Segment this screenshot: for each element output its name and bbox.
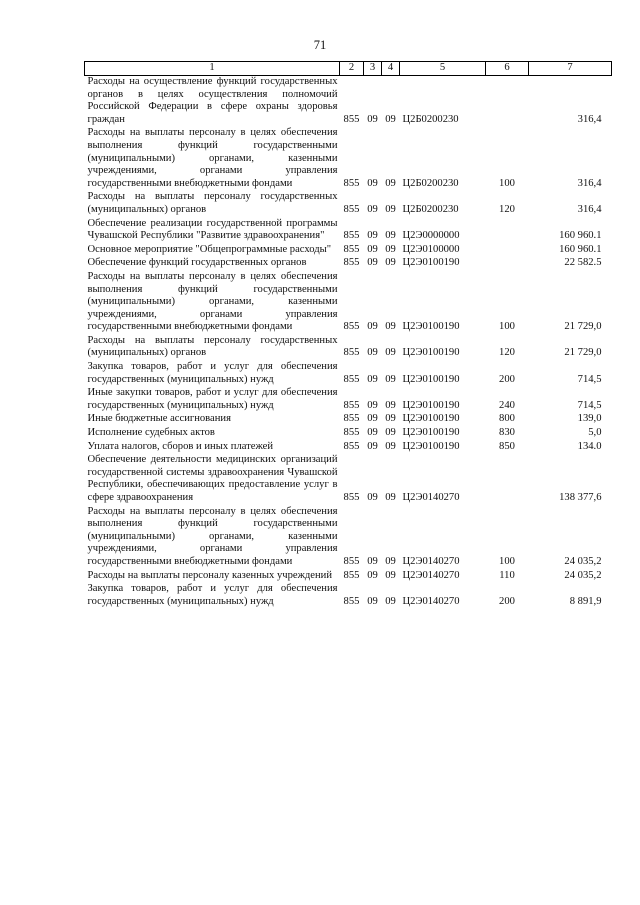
cell-subsection: 09 <box>385 230 396 242</box>
cell-amount: 138 377,6 <box>559 492 602 503</box>
cell-expense-type: 200 <box>499 373 515 385</box>
cell-ministry: 855 <box>343 440 360 452</box>
cell-amount: 8 891,9 <box>569 595 602 607</box>
cell-target-article: Ц2Э0100190 <box>402 413 460 425</box>
cell-expense-type: 200 <box>499 595 515 607</box>
cell-section: 09 <box>367 230 378 242</box>
cell-name: Обеспечение функций государственных органов <box>87 257 307 269</box>
cell-ministry: 855 <box>343 203 360 215</box>
cell-name: Обеспечение реализации государственной программы Чувашской Республики "Развитие здравоохранения" <box>87 217 338 242</box>
cell-section: 09 <box>367 321 378 333</box>
cell-target-article: Ц2Э0100190 <box>402 257 460 269</box>
cell-subsection: 09 <box>385 113 396 125</box>
cell-ministry: 855 <box>343 555 360 567</box>
table-row <box>85 570 612 584</box>
cell-section: 09 <box>367 113 378 125</box>
cell-amount: 160 960.1 <box>559 243 602 255</box>
table-row <box>85 441 612 455</box>
cell-target-article: Ц2Б0200230 <box>402 113 459 125</box>
cell-target-article: Ц2Э0100000 <box>402 243 460 255</box>
header-col-section: 3 <box>364 62 382 76</box>
cell-expense-type <box>486 244 529 258</box>
table-body <box>85 76 612 610</box>
cell-subsection: 09 <box>385 569 396 581</box>
cell-name: Расходы на выплаты персоналу в целях обеспечения выполнения функций государственными (муниципальными) органами, казенными учреждениями, органами управления государственными внебюджетными фондами <box>87 505 338 567</box>
cell-amount: 134.0 <box>577 440 602 452</box>
cell-name: Расходы на выплаты персоналу казенных учреждений <box>87 569 332 581</box>
cell-ministry: 855 <box>343 595 360 607</box>
page-number: 71 <box>313 38 327 52</box>
cell-expense-type <box>486 76 529 128</box>
header-col-target-article: 5 <box>400 62 486 76</box>
cell-section: 09 <box>367 555 378 567</box>
table-row <box>85 244 612 258</box>
cell-section: 09 <box>367 257 378 269</box>
cell-ministry: 855 <box>343 569 360 581</box>
cell-section: 09 <box>367 440 378 452</box>
cell-subsection: 09 <box>385 373 396 385</box>
cell-target-article: Ц2Э0100190 <box>402 440 460 452</box>
cell-section: 09 <box>367 373 378 385</box>
table-row <box>85 387 612 413</box>
cell-section: 09 <box>367 492 378 503</box>
cell-target-article: Ц2Э0140270 <box>402 569 460 581</box>
cell-name: Расходы на выплаты персоналу в целях обеспечения выполнения функций государственными (муниципальными) органами, казенными учреждениями, органами управления государственными внебюджетными фондами <box>87 270 338 333</box>
cell-target-article: Ц2Э0100190 <box>402 427 460 439</box>
cell-target-article: Ц2Э0140270 <box>402 595 460 607</box>
cell-amount: 316,4 <box>577 113 602 125</box>
cell-subsection: 09 <box>385 399 396 411</box>
cell-section: 09 <box>367 203 378 215</box>
cell-expense-type: 120 <box>499 203 515 215</box>
cell-section: 09 <box>367 243 378 255</box>
cell-ministry: 855 <box>343 177 360 189</box>
cell-subsection: 09 <box>385 492 396 503</box>
cell-ministry: 855 <box>343 492 360 503</box>
cell-ministry: 855 <box>343 230 360 242</box>
cell-amount: 316,4 <box>577 203 602 215</box>
header-col-name: 1 <box>85 62 340 76</box>
header-col-expense-type: 6 <box>486 62 529 76</box>
cell-subsection: 09 <box>385 413 396 425</box>
cell-subsection: 09 <box>385 257 396 269</box>
cell-target-article: Ц2Б0200230 <box>402 177 459 189</box>
table-row <box>85 361 612 387</box>
table-row <box>85 506 612 570</box>
table-row <box>85 257 612 271</box>
cell-expense-type: 240 <box>499 399 515 411</box>
cell-section: 09 <box>367 413 378 425</box>
table-row <box>85 191 612 217</box>
cell-amount: 21 729,0 <box>564 347 602 359</box>
cell-expense-type <box>486 257 529 271</box>
cell-amount: 316,4 <box>577 177 602 189</box>
cell-subsection: 09 <box>385 440 396 452</box>
cell-target-article: Ц2Э0100190 <box>402 347 460 359</box>
cell-expense-type: 850 <box>499 440 515 452</box>
cell-section: 09 <box>367 595 378 607</box>
table-header-row <box>85 62 612 76</box>
table-row <box>85 454 612 505</box>
cell-amount: 24 035,2 <box>564 555 602 567</box>
cell-ministry: 855 <box>343 427 360 439</box>
cell-target-article: Ц2Э0140270 <box>402 555 460 567</box>
cell-expense-type: 100 <box>499 177 515 189</box>
cell-name: Исполнение судебных актов <box>87 427 215 439</box>
cell-name: Расходы на осуществление функций государственных органов в целях осуществления полномочий Российской Федерации в сфере охраны здоровья граждан <box>87 76 338 125</box>
cell-subsection: 09 <box>385 595 396 607</box>
cell-name: Расходы на выплаты персоналу государственных (муниципальных) органов <box>87 334 338 359</box>
cell-name: Расходы на выплаты персоналу в целях обеспечения выполнения функций государственными (муниципальными) органами, казенными учреждениями, органами управления государственными внебюджетными фондами <box>87 127 338 189</box>
cell-subsection: 09 <box>385 177 396 189</box>
header-col-amount: 7 <box>529 62 612 76</box>
cell-ministry: 855 <box>343 113 360 125</box>
cell-expense-type: 120 <box>499 347 515 359</box>
cell-subsection: 09 <box>385 347 396 359</box>
cell-target-article: Ц2Б0200230 <box>402 203 459 215</box>
cell-expense-type: 110 <box>499 569 515 581</box>
cell-target-article: Ц2Э0100190 <box>402 321 460 333</box>
table-row <box>85 427 612 441</box>
cell-name: Уплата налогов, сборов и иных платежей <box>87 440 274 452</box>
cell-amount: 21 729,0 <box>564 321 602 333</box>
cell-name: Расходы на выплаты персоналу государственных (муниципальных) органов <box>87 191 338 215</box>
cell-name: Закупка товаров, работ и услуг для обеспечения государственных (муниципальных) нужд <box>87 361 338 385</box>
cell-section: 09 <box>367 399 378 411</box>
cell-amount: 24 035,2 <box>564 569 602 581</box>
cell-section: 09 <box>367 427 378 439</box>
cell-subsection: 09 <box>385 321 396 333</box>
cell-ministry: 855 <box>343 373 360 385</box>
table-row <box>85 271 612 335</box>
cell-ministry: 855 <box>343 399 360 411</box>
cell-expense-type <box>486 218 529 244</box>
cell-subsection: 09 <box>385 203 396 215</box>
cell-expense-type: 830 <box>499 427 515 439</box>
cell-expense-type: 100 <box>499 321 515 333</box>
table-row <box>85 218 612 244</box>
cell-amount: 139,0 <box>577 413 602 425</box>
table-row <box>85 127 612 191</box>
cell-expense-type: 100 <box>499 555 515 567</box>
cell-amount: 714,5 <box>577 399 602 411</box>
cell-target-article: Ц2Э0100190 <box>402 373 460 385</box>
header-col-subsection: 4 <box>382 62 400 76</box>
cell-ministry: 855 <box>343 347 360 359</box>
cell-target-article: Ц2Э0000000 <box>402 230 460 242</box>
table-row <box>85 413 612 427</box>
cell-subsection: 09 <box>385 555 396 567</box>
cell-amount: 160 960.1 <box>559 230 602 242</box>
budget-table <box>84 61 612 609</box>
cell-name: Иные закупки товаров, работ и услуг для обеспечения государственных (муниципальных) нужд <box>87 387 338 411</box>
table-row <box>85 76 612 128</box>
cell-ministry: 855 <box>343 321 360 333</box>
cell-subsection: 09 <box>385 427 396 439</box>
table-row <box>85 335 612 361</box>
cell-name: Основное мероприятие "Общепрограммные расходы" <box>87 243 332 255</box>
cell-section: 09 <box>367 569 378 581</box>
cell-ministry: 855 <box>343 257 360 269</box>
cell-subsection: 09 <box>385 243 396 255</box>
cell-amount: 5,0 <box>588 427 602 439</box>
table-row <box>85 583 612 609</box>
cell-amount: 22 582.5 <box>564 257 602 269</box>
header-col-ministry: 2 <box>340 62 364 76</box>
cell-expense-type: 800 <box>499 413 515 425</box>
cell-expense-type <box>486 454 529 505</box>
cell-section: 09 <box>367 347 378 359</box>
cell-section: 09 <box>367 177 378 189</box>
cell-target-article: Ц2Э0100190 <box>402 399 460 411</box>
cell-ministry: 855 <box>343 413 360 425</box>
cell-name: Обеспечение деятельности медицинских организаций государственной системы здравоохранения Чувашской Республики, обеспечивающих предоставление услуг в сфере здравоохранения <box>87 454 338 503</box>
cell-amount: 714,5 <box>577 373 602 385</box>
cell-name: Закупка товаров, работ и услуг для обеспечения государственных (муниципальных) нужд <box>87 583 338 607</box>
cell-name: Иные бюджетные ассигнования <box>87 413 231 425</box>
cell-ministry: 855 <box>343 243 360 255</box>
cell-target-article: Ц2Э0140270 <box>402 492 460 503</box>
